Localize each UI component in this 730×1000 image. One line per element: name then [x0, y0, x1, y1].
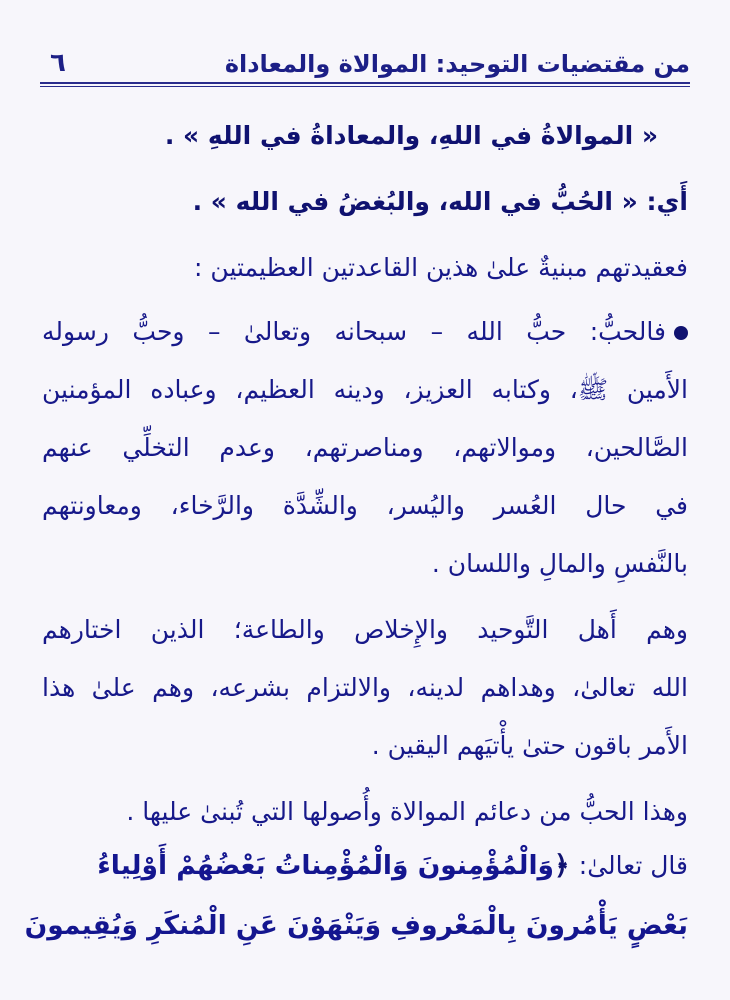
text-line-10: الله تعالىٰ، وهداهم لدينه، والالتزام بشرعه، وهم علىٰ هذا [42, 673, 688, 702]
text-line-6: الصَّالحين، وموالاتهم، ومناصرتهم، وعدم التخلِّي عنهم [42, 433, 688, 462]
text-line-3: فعقيدتهم مبنيةٌ علىٰ هذين القاعدتين العظيمتين : [194, 253, 688, 282]
page-number: ٦ [50, 48, 66, 78]
text-line-7: في حال العُسر واليُسر، والشِّدَّة والرَّخاء، ومعاونتهم [42, 491, 688, 520]
bullet-icon [674, 326, 688, 340]
text-line-9: وهم أَهل التَّوحيد والإِخلاص والطاعة؛ الذين اختارهم [42, 615, 688, 644]
text-line-4-content: فالحبُّ: حبُّ الله – سبحانه وتعالىٰ – وحبُّ رسوله [42, 317, 666, 346]
header-rule [40, 82, 690, 84]
text-line-4 [42, 312, 688, 352]
text-line-13 [42, 846, 688, 886]
text-line-12: وهذا الحبُّ من دعائم الموالاة وأُصولها التي تُبنىٰ عليها . [126, 797, 688, 826]
text-line-1: « الموالاةُ في اللهِ، والمعاداةُ في اللهِ » . [164, 121, 658, 150]
header-rule-thin [40, 86, 690, 87]
text-line-2: أَي: « الحُبُّ في الله، والبُغضُ في الله » . [192, 187, 688, 216]
text-line-5: الأَمين ﷺ، وكتابه العزيز، ودينه العظيم، وعباده المؤمنين [42, 375, 688, 404]
text-line-14: بَعْضٍ يَأْمُرونَ بِالْمَعْروفِ وَيَنْهَوْنَ عَنِ الْمُنكَرِ وَيُقِيمونَ [24, 910, 688, 941]
page-header [40, 38, 690, 78]
running-title: من مقتضيات التوحيد: الموالاة والمعاداة [224, 50, 690, 78]
quote-intro: قال تعالىٰ: [578, 851, 688, 880]
quran-bracket-open: ﴿ [554, 850, 570, 881]
text-line-8: بالنَّفسِ والمالِ واللسان . [431, 549, 688, 578]
text-line-11: الأَمر باقون حتىٰ يأْتيَهم اليقين . [371, 731, 688, 760]
quran-verse-start: وَالْمُؤْمِنونَ وَالْمُؤْمِناتُ بَعْضُهُمْ أَوْلِياءُ [97, 850, 555, 881]
